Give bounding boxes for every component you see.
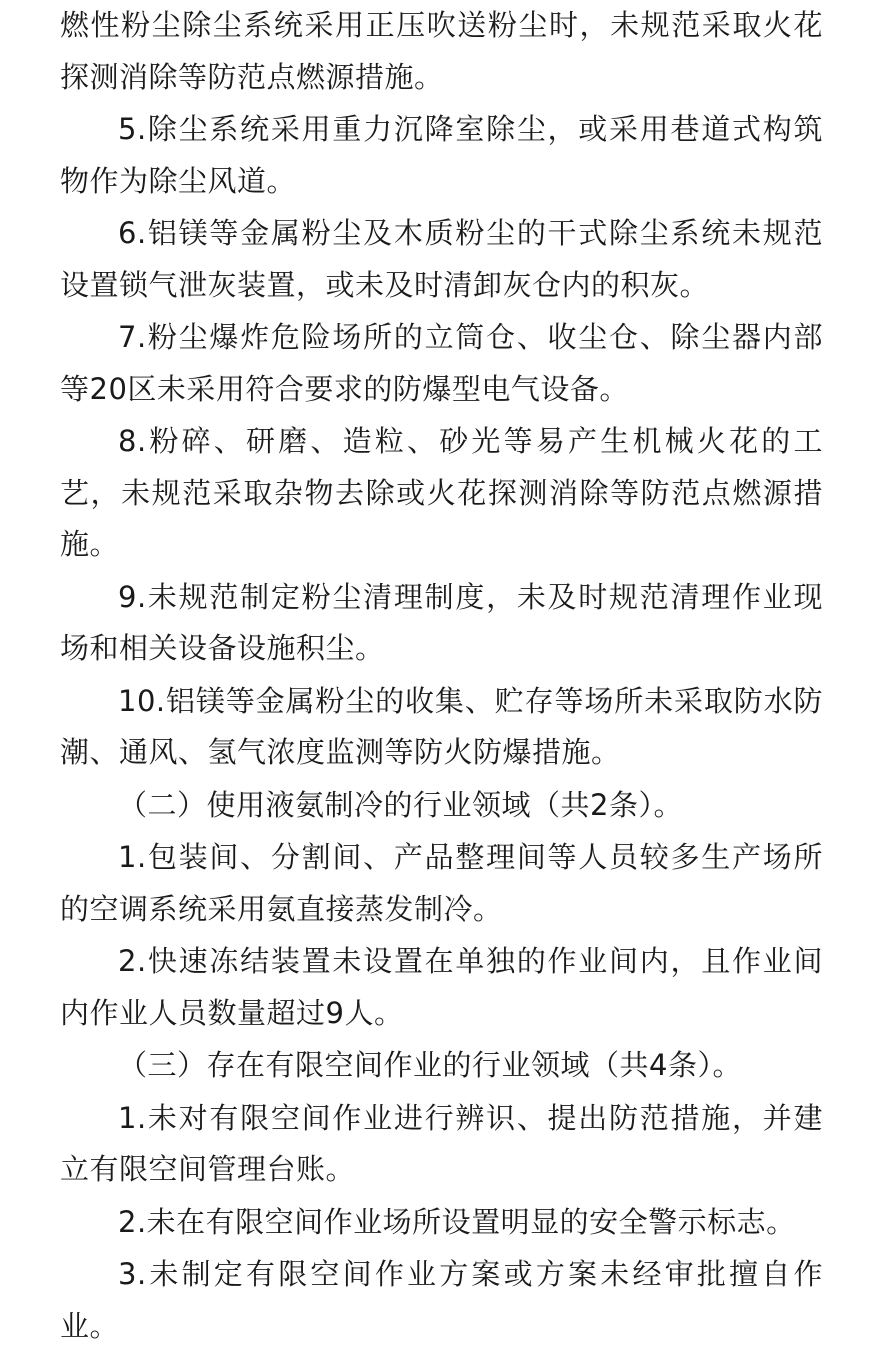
paragraph-confined-item-3: 3.未制定有限空间作业方案或方案未经审批擅自作业。	[60, 1257, 823, 1343]
paragraph-item-10: 10.铝镁等金属粉尘的收集、贮存等场所未采取防水防潮、通风、氢气浓度监测等防火防爆措施。	[60, 683, 823, 769]
paragraph-item-8: 8.粉碎、研磨、造粒、砂光等易产生机械火花的工艺，未规范采取杂物去除或火花探测消除等防范点燃源措施。	[60, 424, 823, 561]
paragraph-item-5: 5.除尘系统采用重力沉降室除尘，或采用巷道式构筑物作为除尘风道。	[60, 112, 823, 198]
paragraph-item-7: 7.粉尘爆炸危险场所的立筒仓、收尘仓、除尘器内部等20区未采用符合要求的防爆型电气设备。	[60, 320, 823, 406]
paragraph-confined-item-1: 1.未对有限空间作业进行辨识、提出防范措施，并建立有限空间管理台账。	[60, 1100, 823, 1186]
paragraph-ammonia-item-1: 1.包装间、分割间、产品整理间等人员较多生产场所的空调系统采用氨直接蒸发制冷。	[60, 840, 823, 926]
paragraph-ammonia-item-2: 2.快速冻结装置未设置在单独的作业间内，且作业间内作业人员数量超过9人。	[60, 944, 823, 1030]
section-heading-2: （二）使用液氨制冷的行业领域（共2条）。	[118, 787, 683, 822]
paragraph-continuation: 燃性粉尘除尘系统采用正压吹送粉尘时，未规范采取火花探测消除等防范点燃源措施。	[60, 8, 823, 94]
section-heading-3: （三）存在有限空间作业的行业领域（共4条）。	[118, 1048, 742, 1082]
paragraph-item-6: 6.铝镁等金属粉尘及木质粉尘的干式除尘系统未规范设置锁气泄灰装置，或未及时清卸灰仓内的积灰。	[60, 216, 823, 302]
paragraph-item-9: 9.未规范制定粉尘清理制度，未及时规范清理作业现场和相关设备设施积尘。	[60, 579, 823, 665]
paragraph-confined-item-2: 2.未在有限空间作业场所设置明显的安全警示标志。	[118, 1204, 796, 1239]
